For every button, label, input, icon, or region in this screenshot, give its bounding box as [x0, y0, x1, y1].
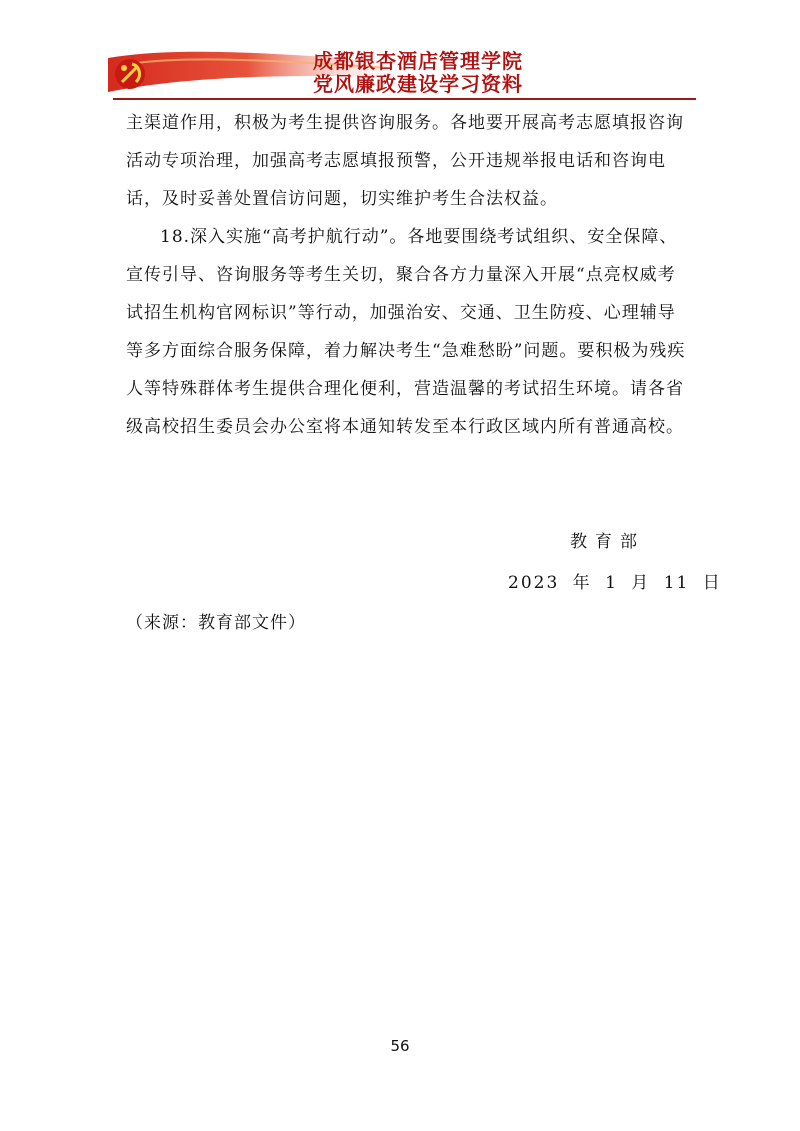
paragraph-item-18: 18.深入实施“高考护航行动”。各地要围绕考试组织、安全保障、宣传引导、咨询服务等考生关切，聚合各方力量深入开展“点亮权威考试招生机构官网标识”等行动，加强治安、交通、卫生防疫、心理辅导等多方面综合服务保障，着力解决考生“急难愁盼”问题。要积极为残疾人等特殊群体考生提供合理化便利，营造温馨的考试招生环境。请各省级高校招生委员会办公室将本通知转发至本行政区域内所有普通高校。: [126, 227, 686, 437]
page-number: 56: [390, 1037, 410, 1055]
document-body: [126, 104, 686, 446]
issue-date: 2023 年 1 月 11 日: [508, 573, 722, 593]
document-header: [108, 44, 708, 104]
header-title-line1: 成都银杏酒店管理学院: [313, 49, 523, 73]
header-divider: [113, 98, 696, 100]
header-title: [313, 50, 523, 96]
header-title-line2: 党风廉政建设学习资料: [313, 72, 523, 96]
party-emblem-icon: [115, 59, 145, 89]
paragraph-continuation: 主渠道作用，积极为考生提供咨询服务。各地要开展高考志愿填报咨询活动专项治理，加强高考志愿填报预警，公开违规举报电话和咨询电话，及时妥善处置信访问题，切实维护考生合法权益。: [126, 113, 684, 209]
issuer-signature: 教育部: [570, 532, 645, 552]
source-note: （来源：教育部文件）: [126, 613, 306, 633]
